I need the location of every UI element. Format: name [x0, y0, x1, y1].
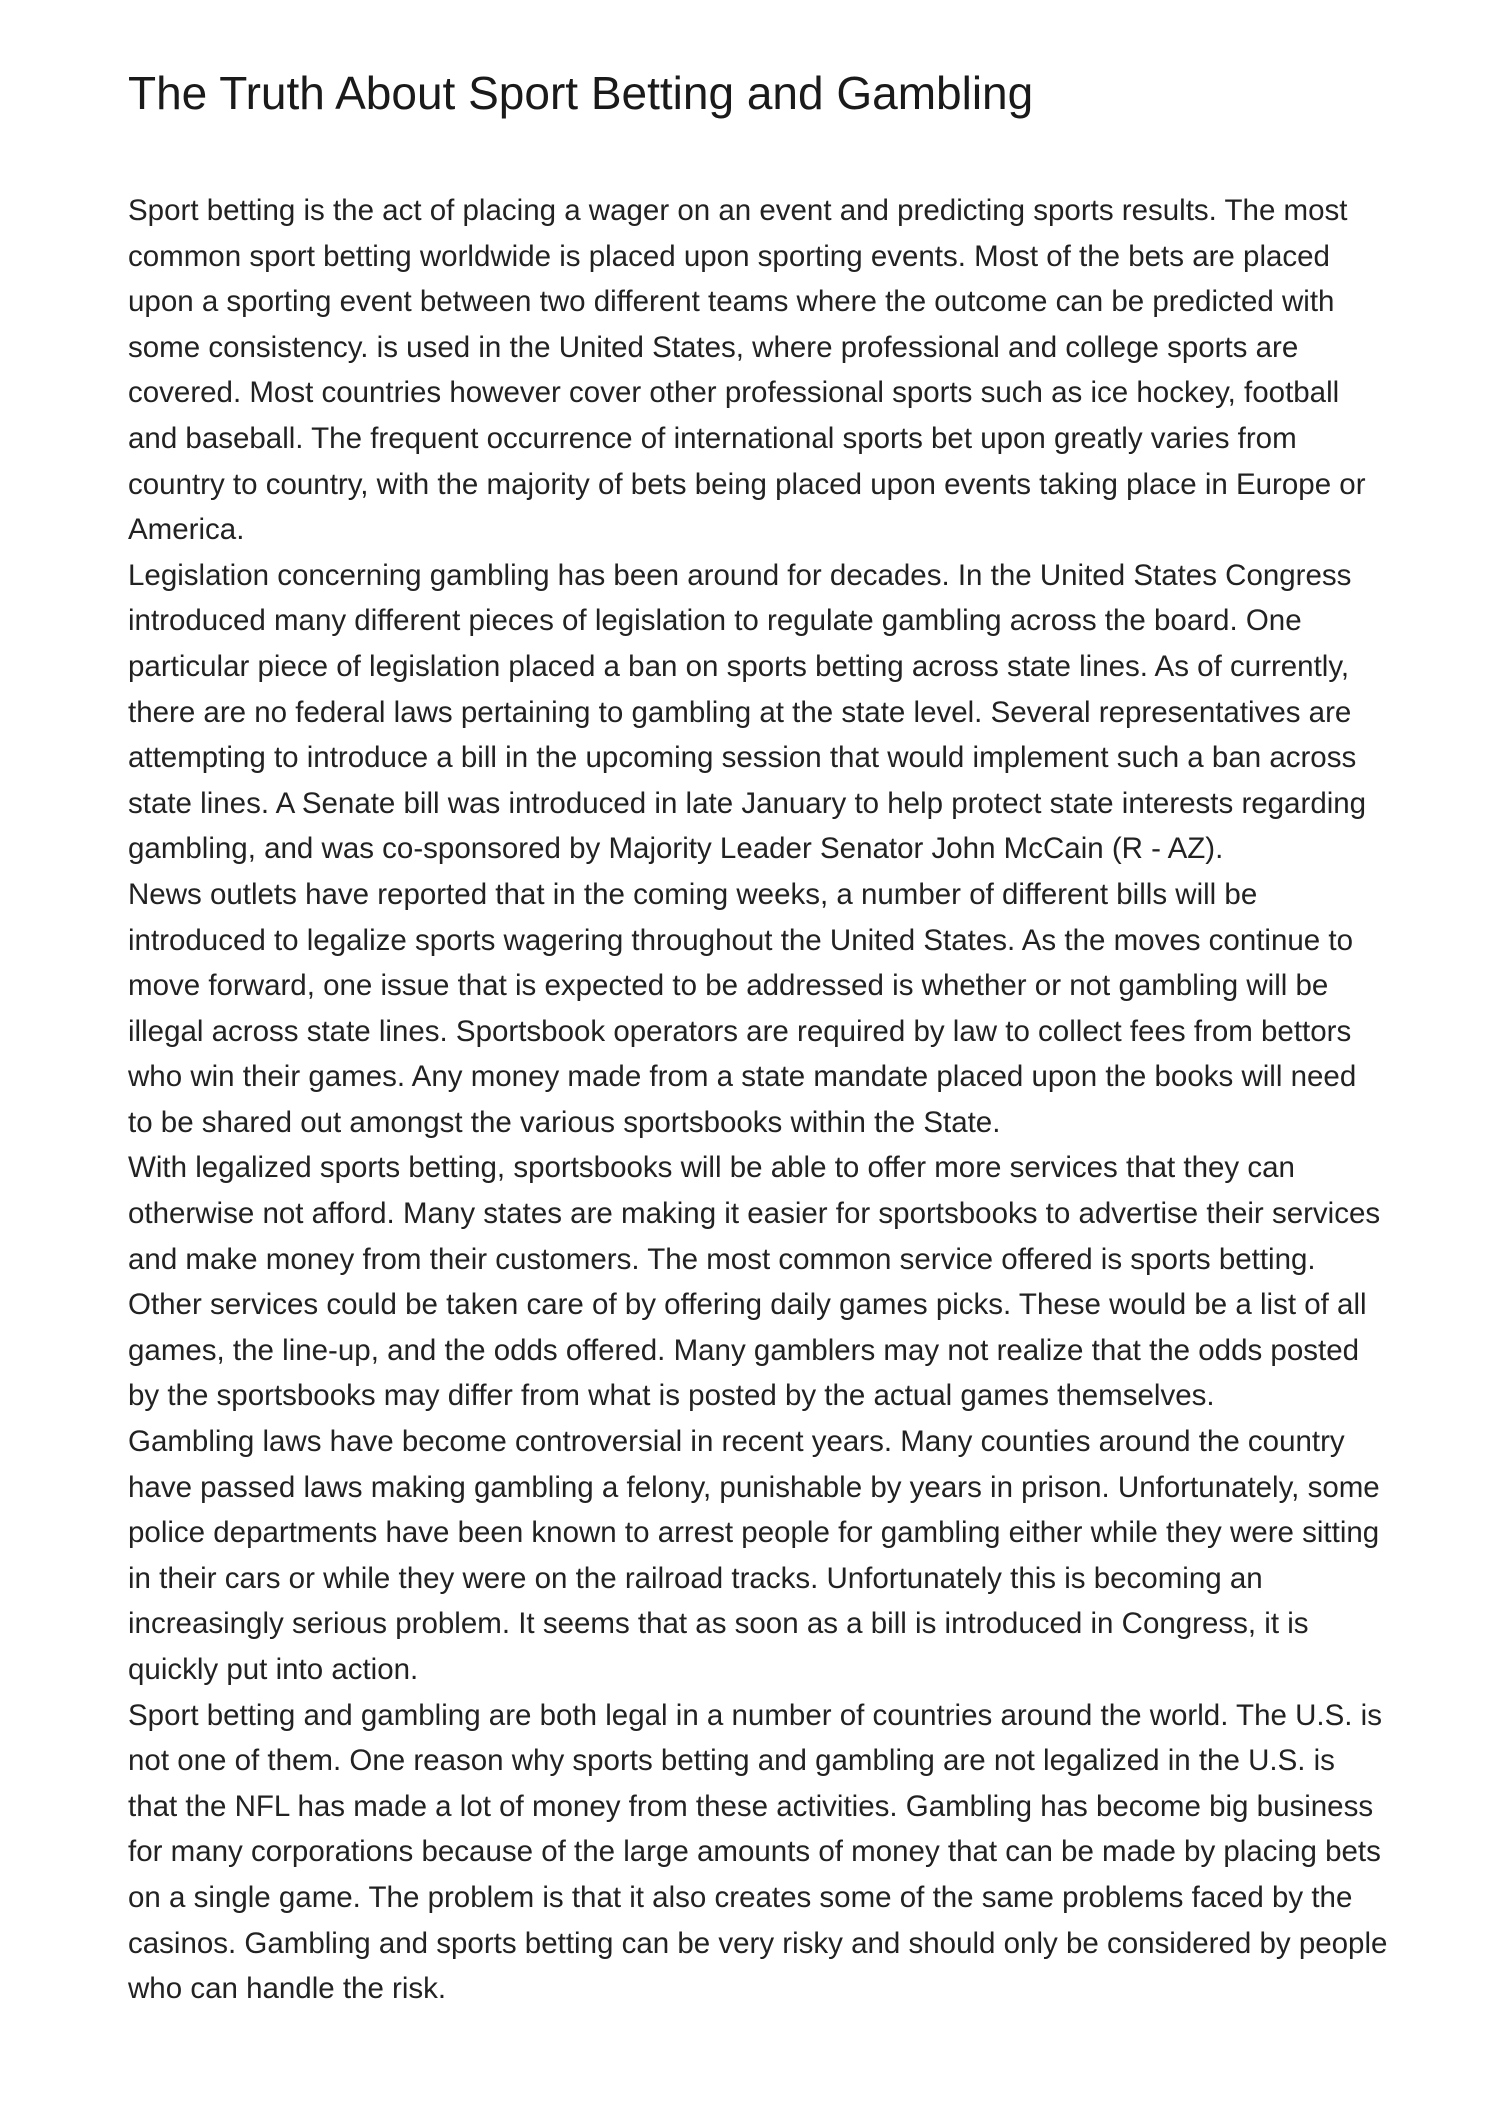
paragraph-4: With legalized sports betting, sportsbooks will be able to offer more services that they can otherwise not afford. Many states are making it easier for sportsbooks to advertise their services and make money from their customers. The most common service offered is sports betting. Other services could be taken care of by offering daily games picks. These would be a list of all games, the line-up, and the odds offered. Many gamblers may not realize that the odds posted by the sportsbooks may differ from what is posted by the actual games themselves.: [128, 1151, 1381, 1413]
document-page: [128, 58, 1388, 2012]
page-title: The Truth About Sport Betting and Gambling: [128, 67, 1034, 119]
paragraph-5: Gambling laws have become controversial in recent years. Many counties around the country have passed laws making gambling a felony, punishable by years in prison. Unfortunately, some police departments have been known to arrest people for gambling either while they were sitting in their cars or while they were on the railroad tracks. Unfortunately this is becoming an increasingly serious problem. It seems that as soon as a bill is introduced in Congress, it is quickly put into action.: [128, 1425, 1380, 1686]
article-body: [128, 188, 1388, 2012]
paragraph-3: News outlets have reported that in the coming weeks, a number of different bills will be introduced to legalize sports wagering throughout the United States. As the moves continue to move forward, one issue that is expected to be addressed is whether or not gambling will be illegal across state lines. Sportsbook operators are required by law to collect fees from bettors who win their games. Any money made from a state mandate placed upon the books will need to be shared out amongst the various sportsbooks within the State.: [128, 877, 1357, 1139]
paragraph-1: Sport betting is the act of placing a wager on an event and predicting sports results. The most common sport betting worldwide is placed upon sporting events. Most of the bets are placed upon a sporting event between two different teams where the outcome can be predicted with some consistency. is used in the United States, where professional and college sports are covered. Most countries however cover other professional sports such as ice hockey, football and baseball. The frequent occurrence of international sports bet upon greatly varies from country to country, with the majority of bets being placed upon events taking place in Europe or America.: [128, 194, 1366, 547]
paragraph-6: Sport betting and gambling are both legal in a number of countries around the world. The U.S. is not one of them. One reason why sports betting and gambling are not legalized in the U.S. is that the NFL has made a lot of money from these activities. Gambling has become big business for many corporations because of the large amounts of money that can be made by placing bets on a single game. The problem is that it also creates some of the same problems faced by the casinos. Gambling and sports betting can be very risky and should only be considered by people who can handle the risk.: [128, 1698, 1388, 2006]
paragraph-2: Legislation concerning gambling has been around for decades. In the United States Congress introduced many different pieces of legislation to regulate gambling across the board. One particular piece of legislation placed a ban on sports betting across state lines. As of currently, there are no federal laws pertaining to gambling at the state level. Several representatives are attempting to introduce a bill in the upcoming session that would implement such a ban across state lines. A Senate bill was introduced in late January to help protect state interests regarding gambling, and was co-sponsored by Majority Leader Senator John McCain (R - AZ).: [128, 558, 1367, 866]
